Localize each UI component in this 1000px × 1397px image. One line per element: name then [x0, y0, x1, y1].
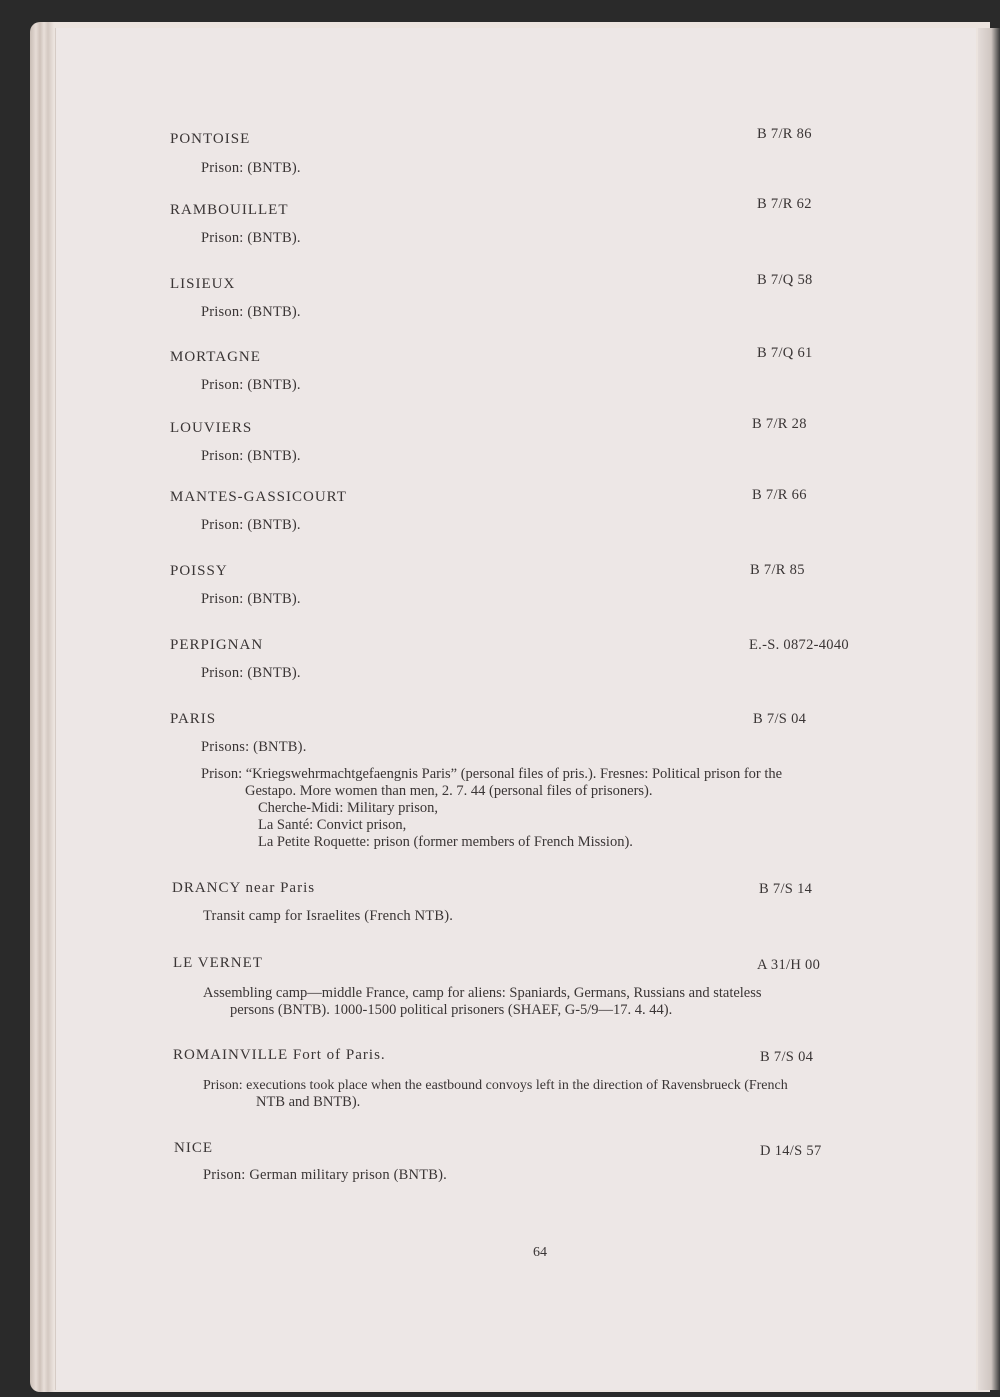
entry-code: B 7/R 85: [750, 562, 805, 578]
entry-description: Prison: (BNTB).: [201, 665, 301, 681]
entry-code: B 7/S 04: [753, 711, 807, 727]
entry-description-line: persons (BNTB). 1000-1500 political prisoners (SHAEF, G-5/9—17. 4. 44).: [230, 1002, 673, 1018]
page-number: 64: [533, 1245, 547, 1260]
entry-code: B 7/Q 61: [757, 345, 813, 361]
entry-description: Prison: (BNTB).: [201, 448, 301, 464]
entry-code: B 7/S 14: [759, 881, 813, 897]
entry-title: RAMBOUILLET: [170, 202, 289, 218]
entry-code: B 7/R 66: [752, 487, 807, 503]
entry-code: B 7/Q 58: [757, 272, 813, 288]
entry-description-line: Assembling camp—middle France, camp for aliens: Spaniards, Germans, Russians and stateless: [203, 985, 762, 1001]
entry-description: Prison: (BNTB).: [201, 160, 301, 176]
entry-description-line: Cherche-Midi: Military prison,: [258, 800, 439, 816]
le-vernet-detail: [203, 985, 923, 1019]
document-page: [55, 28, 976, 1390]
entry-code: B 7/R 86: [757, 126, 812, 142]
entry-title: PERPIGNAN: [170, 637, 264, 653]
entry-title: MANTES-GASSICOURT: [170, 489, 347, 505]
entry-title: PONTOISE: [170, 131, 251, 147]
entry-description-line: La Santé: Convict prison,: [258, 817, 407, 833]
entry-code: A 31/H 00: [757, 957, 821, 973]
entry-description: Prisons: (BNTB).: [201, 739, 307, 755]
entry-code: B 7/R 62: [757, 196, 812, 212]
entry-description-line: NTB and BNTB).: [256, 1094, 361, 1110]
book-gutter: [978, 28, 1000, 1390]
entry-description-line: La Petite Roquette: prison (former members of French Mission).: [258, 834, 633, 850]
entry-description-line: Prison: “Kriegswehrmachtgefaengnis Paris” (personal files of pris.). Fresnes: Political prison for the: [201, 766, 783, 782]
entry-title: NICE: [174, 1140, 213, 1156]
entry-title: LE VERNET: [173, 955, 263, 971]
paris-prison-detail: [201, 766, 921, 851]
entry-description-line: Prison: executions took place when the eastbound convoys left in the direction of Ravensbrueck (French: [203, 1078, 788, 1093]
entry-code: B 7/S 04: [760, 1049, 814, 1065]
entry-description: Prison: (BNTB).: [201, 230, 301, 246]
entry-code: D 14/S 57: [760, 1143, 822, 1159]
entry-title: ROMAINVILLE Fort of Paris.: [173, 1047, 386, 1063]
entry-title: LISIEUX: [170, 276, 236, 292]
romainville-detail: [203, 1077, 923, 1111]
entry-title: POISSY: [170, 563, 228, 579]
entry-description-line: Gestapo. More women than men, 2. 7. 44 (personal files of prisoners).: [245, 783, 653, 799]
entry-description: Prison: (BNTB).: [201, 591, 301, 607]
entry-title: MORTAGNE: [170, 349, 261, 365]
entry-description: Prison: (BNTB).: [201, 377, 301, 393]
entry-code: B 7/R 28: [752, 416, 807, 432]
entry-description: Transit camp for Israelites (French NTB).: [203, 908, 454, 924]
entry-description: Prison: (BNTB).: [201, 517, 301, 533]
entry-title: LOUVIERS: [170, 420, 253, 436]
entry-title: DRANCY near Paris: [172, 880, 316, 896]
entry-description: Prison: (BNTB).: [201, 304, 301, 320]
entry-title: PARIS: [170, 711, 217, 727]
entry-description: Prison: German military prison (BNTB).: [203, 1167, 448, 1183]
entry-code: E.-S. 0872-4040: [749, 637, 849, 653]
